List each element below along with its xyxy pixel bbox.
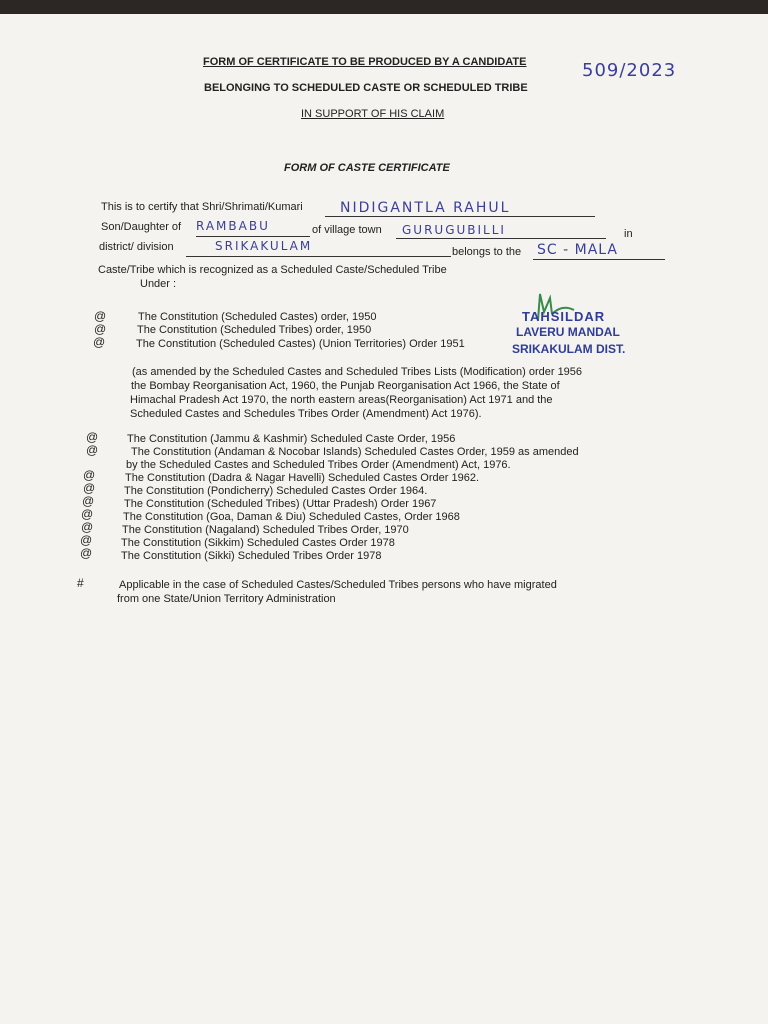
header-line-3: IN SUPPORT OF HIS CLAIM — [301, 108, 445, 120]
order-b-item: The Constitution (Sikki) Scheduled Tribes Order 1978 — [121, 550, 382, 562]
order-a-marker: @ — [94, 322, 107, 336]
parent-name: RAMBABU — [196, 219, 270, 233]
candidate-name: NIDIGANTLA RAHUL — [340, 200, 511, 216]
order-b-item: The Constitution (Jammu & Kashmir) Scheduled Caste Order, 1956 — [127, 433, 456, 445]
footnote-marker: # — [77, 576, 84, 590]
order-b-marker: @ — [86, 430, 99, 444]
form-subtitle: FORM OF CASTE CERTIFICATE — [284, 162, 450, 174]
caste-underline — [533, 259, 665, 260]
order-b-item: The Constitution (Nagaland) Scheduled Tribes Order, 1970 — [122, 524, 409, 536]
order-a-marker: @ — [93, 335, 106, 349]
footnote-line-1: Applicable in the case of Scheduled Castes/Scheduled Tribes persons who have migrated — [119, 579, 557, 591]
stamp-line-2: LAVERU MANDAL — [516, 325, 620, 339]
order-b-marker: @ — [86, 443, 99, 457]
amended-line: Himachal Pradesh Act 1970, the north eastern areas(Reorganisation) Act 1971 and the — [130, 394, 553, 406]
recognized-text: Caste/Tribe which is recognized as a Scheduled Caste/Scheduled Tribe — [98, 264, 447, 276]
footnote-line-2: from one State/Union Territory Administration — [117, 593, 336, 605]
parent-underline — [196, 236, 310, 237]
order-b-item: The Constitution (Goa, Daman & Diu) Scheduled Castes, Order 1968 — [123, 511, 460, 523]
son-of-label: Son/Daughter of — [101, 221, 182, 233]
order-b-marker: @ — [80, 546, 93, 560]
order-a-marker: @ — [94, 309, 107, 323]
village-name: GURUGUBILLI — [402, 223, 506, 237]
order-b-marker: @ — [82, 494, 95, 508]
order-b-item: The Constitution (Pondicherry) Scheduled Castes Order 1964. — [124, 485, 428, 497]
order-b-marker: @ — [81, 507, 94, 521]
order-b-marker: @ — [80, 533, 93, 547]
district-label: district/ division — [99, 241, 174, 253]
order-b-marker: @ — [83, 468, 96, 482]
amended-line: Scheduled Castes and Schedules Tribes Order (Amendment) Act 1976). — [130, 408, 482, 420]
village-label: of village town — [312, 224, 382, 236]
reference-number: 509/2023 — [582, 60, 677, 81]
in-label: in — [624, 228, 633, 240]
order-a-item: The Constitution (Scheduled Castes) order, 1950 — [138, 311, 377, 323]
certify-intro: This is to certify that Shri/Shrimati/Kumari — [101, 201, 303, 213]
under-label: Under : — [140, 278, 177, 290]
order-b-marker: @ — [83, 481, 96, 495]
belongs-label: belongs to the — [452, 246, 522, 258]
order-b-item: The Constitution (Andaman & Nocobar Islands) Scheduled Castes Order, 1959 as amended — [131, 446, 579, 458]
district-name: SRIKAKULAM — [215, 239, 313, 253]
caste-name: SC - MALA — [537, 242, 618, 258]
amended-line: (as amended by the Scheduled Castes and Scheduled Tribes Lists (Modification) order 1956 — [132, 366, 583, 378]
order-a-item: The Constitution (Scheduled Tribes) order, 1950 — [137, 324, 372, 336]
order-b-marker: @ — [81, 520, 94, 534]
order-b-item: by the Scheduled Castes and Scheduled Tribes Order (Amendment) Act, 1976. — [126, 459, 511, 471]
amended-line: the Bombay Reorganisation Act, 1960, the Punjab Reorganisation Act 1966, the State of — [131, 380, 560, 392]
name-underline — [325, 216, 595, 217]
stamp-line-1: TAHSILDAR — [522, 309, 606, 324]
order-b-item: The Constitution (Sikkim) Scheduled Castes Order 1978 — [121, 537, 395, 549]
stamp-line-3: SRIKAKULAM DIST. — [512, 342, 626, 356]
order-b-item: The Constitution (Dadra & Nagar Havelli) Scheduled Castes Order 1962. — [125, 472, 480, 484]
order-b-item: The Constitution (Scheduled Tribes) (Uttar Pradesh) Order 1967 — [124, 498, 437, 510]
header-line-2: BELONGING TO SCHEDULED CASTE OR SCHEDULED TRIBE — [204, 82, 528, 94]
header-line-1: FORM OF CERTIFICATE TO BE PRODUCED BY A CANDIDATE — [203, 56, 527, 68]
order-a-item: The Constitution (Scheduled Castes) (Union Territories) Order 1951 — [136, 338, 465, 350]
village-underline — [396, 238, 606, 239]
district-underline — [186, 256, 451, 257]
